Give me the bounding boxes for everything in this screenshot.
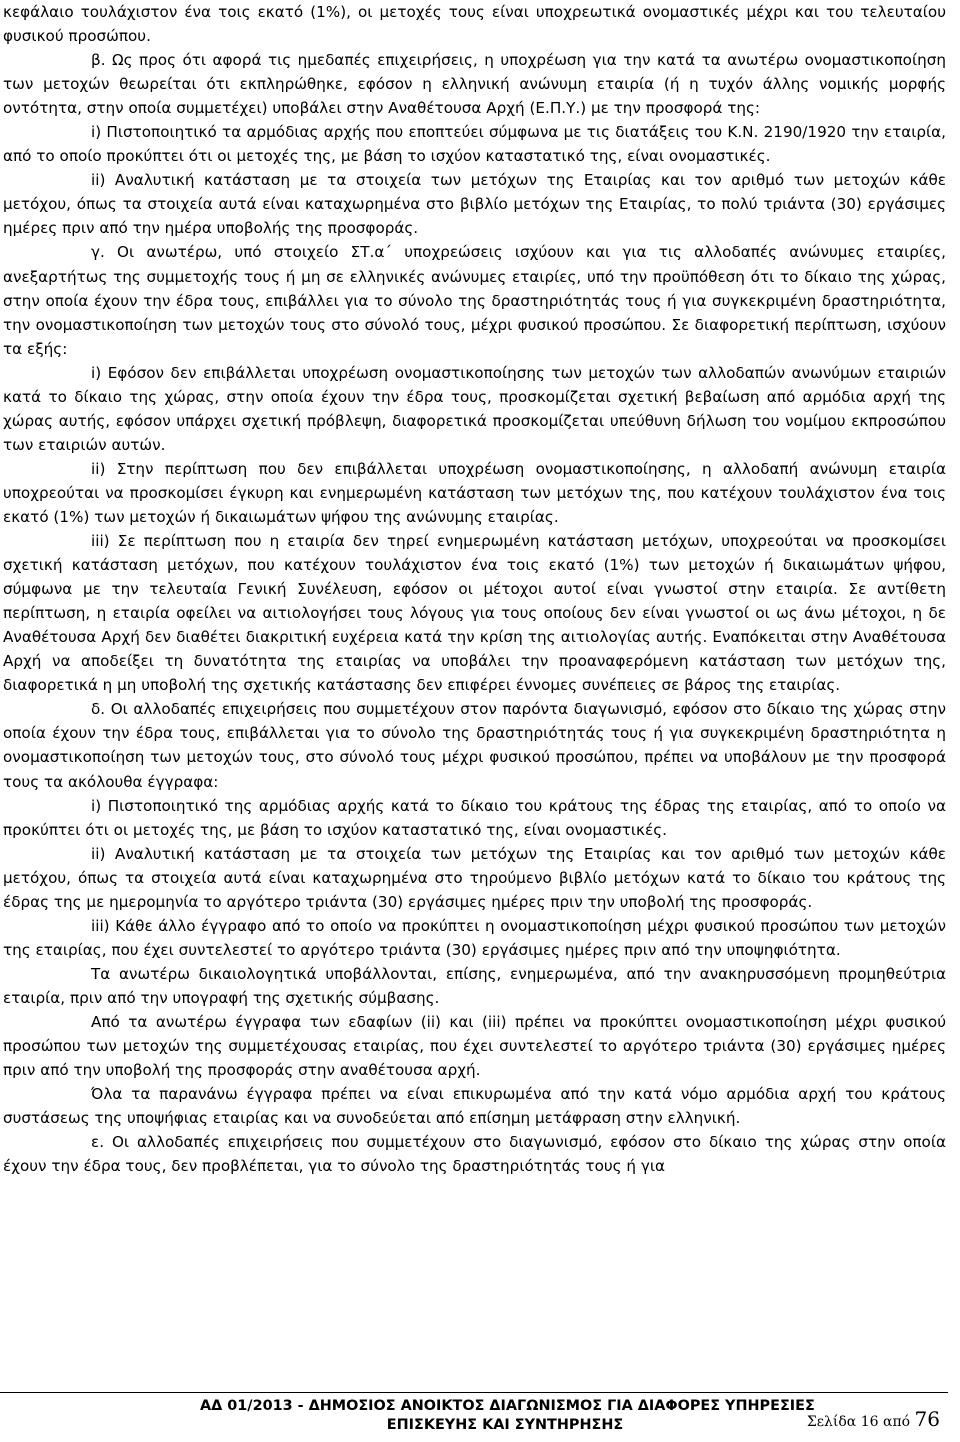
paragraph: κεφάλαιο τουλάχιστον ένα τοις εκατό (1%), οι μετοχές τους είναι υποχρεωτικά ονομαστικές μέχρι και του τελευταίου φυσικού προσώπου. <box>3 3 946 46</box>
page-separator: από <box>883 1414 911 1430</box>
paragraph: Όλα τα παρανάνω έγγραφα πρέπει να είναι επικυρωμένα από την κατά νόμο αρμόδια αρχή του κράτους συστάσεως της υποψήφιας εταιρίας και να συνοδεύεται από επίσημη μετάφραση στην ελληνική. <box>3 1085 946 1128</box>
footer-title-line-2: ΕΠΙΣΚΕΥΗΣ ΚΑΙ ΣΥΝΤΗΡΗΣΗΣ <box>386 1417 624 1433</box>
paragraph: i) Πιστοποιητικό τα αρμόδιας αρχής που εποπτεύει σύμφωνα με τις διατάξεις του Κ.Ν. 2190/1920 την εταιρία, από το οποίο προκύπτει ότι οι μετοχές της, με βάση το ισχύον καταστατικό της, είναι ονομαστικές. <box>3 123 946 166</box>
paragraph: β. Ως προς ότι αφορά τις ημεδαπές επιχειρήσεις, η υποχρέωση για την κατά τα ανωτέρω ονομαστικοποίηση των μετοχών θεωρείται ότι εκπληρώθηκε, εφόσον η ελληνική ανώνυμη εταιρία (ή η τυχόν άλλης νομικής μορφής οντότητα, στην οποία συμμετέχει) υποβάλει στην Αναθέτουσα Αρχή (Ε.Π.Υ.) με την προσφορά της: <box>3 51 946 118</box>
page-number <box>800 1405 940 1436</box>
paragraph: ii) Στην περίπτωση που δεν επιβάλλεται υποχρέωση ονομαστικοποίησης, η αλλοδαπή ανώνυμη εταιρία υποχρεούται να προσκομίσει έγκυρη και ενημερωμένη κατάσταση των μετόχων της, που κατέχουν τουλάχιστον ένα τοις εκατό (1%) των μετοχών ή δικαιωμάτων ψήφου της ανώνυμης εταιρίας. <box>3 459 946 526</box>
paragraph: i) Εφόσον δεν επιβάλλεται υποχρέωση ονομαστικοποίησης των μετοχών των αλλοδαπών ανωνύμων εταιριών κατά το δίκαιο της χώρας, στην οποία έχουν την έδρα τους, προσκομίζεται σχετική βεβαίωση από αρμόδια αρχή της χώρας αυτής, εφόσον υπάρχει σχετική πρόβλεψη, διαφορετικά προσκομίζεται υπεύθυνη δήλωση του νομίμου εκπροσώπου των εταιριών αυτών. <box>3 363 946 454</box>
footer-title <box>200 1397 815 1435</box>
paragraph: ε. Οι αλλοδαπές επιχειρήσεις που συμμετέχουν στο διαγωνισμό, εφόσον στο δίκαιο της χώρας στην οποία έχουν την έδρα τους, δεν προβλέπεται, για το σύνολο της δραστηριότητάς τους ή για <box>3 1133 946 1176</box>
paragraph: γ. Οι ανωτέρω, υπό στοιχείο ΣΤ.α΄ υποχρεώσεις ισχύουν και για τις αλλοδαπές ανώνυμες εταιρίες, ανεξαρτήτως της συμμετοχής τους ή μη σε ελληνικές ανώνυμες εταιρίες, υπό την προϋπόθεση ότι το δίκαιο της χώρας, στην οποία έχουν την έδρα τους, επιβάλλει για το σύνολο της δραστηριότητάς τους ή για συγκεκριμένη δραστηριότητα, την ονομαστικοποίηση των μετοχών τους στο σύνολό τους, μέχρι φυσικού προσώπου. Σε διαφορετική περίπτωση, ισχύουν τα εξής: <box>3 243 946 358</box>
paragraph: Τα ανωτέρω δικαιολογητικά υποβάλλονται, επίσης, ενημερωμένα, από την ανακηρυσσόμενη προμηθεύτρια εταιρία, πριν από την υπογραφή της σχετικής σύμβασης. <box>3 964 946 1007</box>
paragraph: Από τα ανωτέρω έγγραφα των εδαφίων (ii) και (iii) πρέπει να προκύπτει ονομαστικοποίηση μέχρι φυσικού προσώπου των μετοχών της συμμετέχουσας εταιρίας, που έχει συντελεστεί το αργότερο τριάντα (30) εργάσιμες ημέρες πριν από την υποβολή της προσφοράς στην αναθέτουσα αρχή. <box>3 1012 946 1080</box>
paragraph: ii) Αναλυτική κατάσταση με τα στοιχεία των μετόχων της Εταιρίας και τον αριθμό των μετοχών κάθε μετόχου, όπως τα στοιχεία αυτά είναι καταχωρημένα στο βιβλίο μετόχων της Εταιρίας, το πολύ τριάντα (30) εργάσιμες ημέρες πριν από την ημέρα υποβολής της προσφοράς. <box>3 171 946 238</box>
paragraph: iii) Σε περίπτωση που η εταιρία δεν τηρεί ενημερωμένη κατάσταση μετόχων, υποχρεούται να προσκομίσει σχετική κατάσταση μετόχων, που κατέχουν τουλάχιστον ένα τοις εκατό (1%) των μετοχών ή δικαιωμάτων ψήφου, σύμφωνα με την τελευταία Γενική Συνέλευση, εφόσον οι μέτοχοι αυτοί είναι γνωστοί στην εταιρία. Σε αντίθετη περίπτωση, η εταιρία οφείλει να αιτιολογήσει τους λόγους για τους οποίους δεν είναι γνωστοί οι ως άνω μέτοχοι, η δε Αναθέτουσα Αρχή δεν διαθέτει διακριτική ευχέρεια κατά την κρίση της αιτιολογίας αυτής. Εναπόκειται στην Αναθέτουσα Αρχή να αποδείξει τη δυνατότητα της εταιρίας να υποβάλει την προαναφερόμενη κατάσταση των μετόχων της, διαφορετικά η μη υποβολή της σχετικής κατάστασης δεν επιφέρει έννομες συνέπειες σε βάρος της εταιρίας. <box>3 532 946 695</box>
paragraph: ii) Αναλυτική κατάσταση με τα στοιχεία των μετόχων της Εταιρίας και τον αριθμό των μετοχών κάθε μετόχου, όπως τα στοιχεία αυτά είναι καταχωρημένα στο τηρούμενο βιβλίο μετόχων κατά το δίκαιο του κράτους της έδρας της με ημερομηνία το αργότερο τριάντα (30) εργάσιμες ημέρες πριν την υποβολή της προσφοράς. <box>3 844 946 911</box>
paragraph: δ. Οι αλλοδαπές επιχειρήσεις που συμμετέχουν στον παρόντα διαγωνισμό, εφόσον στο δίκαιο της χώρας στην οποία έχουν την έδρα τους, επιβάλλεται για το σύνολο της δραστηριότητάς τους ή για συγκεκριμένη δραστηριότητα η ονομαστικοποίηση των μετοχών τους, στο σύνολό τους μέχρι φυσικού προσώπου, πρέπει να υποβάλουν με την προσφορά τους τα ακόλουθα έγγραφα: <box>3 700 946 791</box>
paragraph: i) Πιστοποιητικό της αρμόδιας αρχής κατά το δίκαιο του κράτους της έδρας της εταιρίας, από το οποίο να προκύπτει ότι οι μετοχές της, με βάση το ισχύον καταστατικό της, είναι ονομαστικές. <box>3 796 946 839</box>
page-label: Σελίδα <box>806 1414 857 1430</box>
page-current: 16 <box>860 1414 879 1430</box>
footer-title-line-1: ΑΔ 01/2013 - ΔΗΜΟΣΙΟΣ ΑΝΟΙΚΤΟΣ ΔΙΑΓΩΝΙΣΜΟΣ ΓΙΑ ΔΙΑΦΟΡΕΣ ΥΠΗΡΕΣΙΕΣ <box>200 1398 815 1414</box>
page-total: 76 <box>914 1407 940 1431</box>
footer-divider <box>0 1392 948 1393</box>
paragraph: iii) Κάθε άλλο έγγραφο από το οποίο να προκύπτει η ονομαστικοποίηση μέχρι φυσικού προσώπου των μετοχών της εταιρίας, που έχει συντελεστεί το αργότερο τριάντα (30) εργάσιμες ημέρες πριν από την υποψηφιότητα. <box>3 916 946 959</box>
